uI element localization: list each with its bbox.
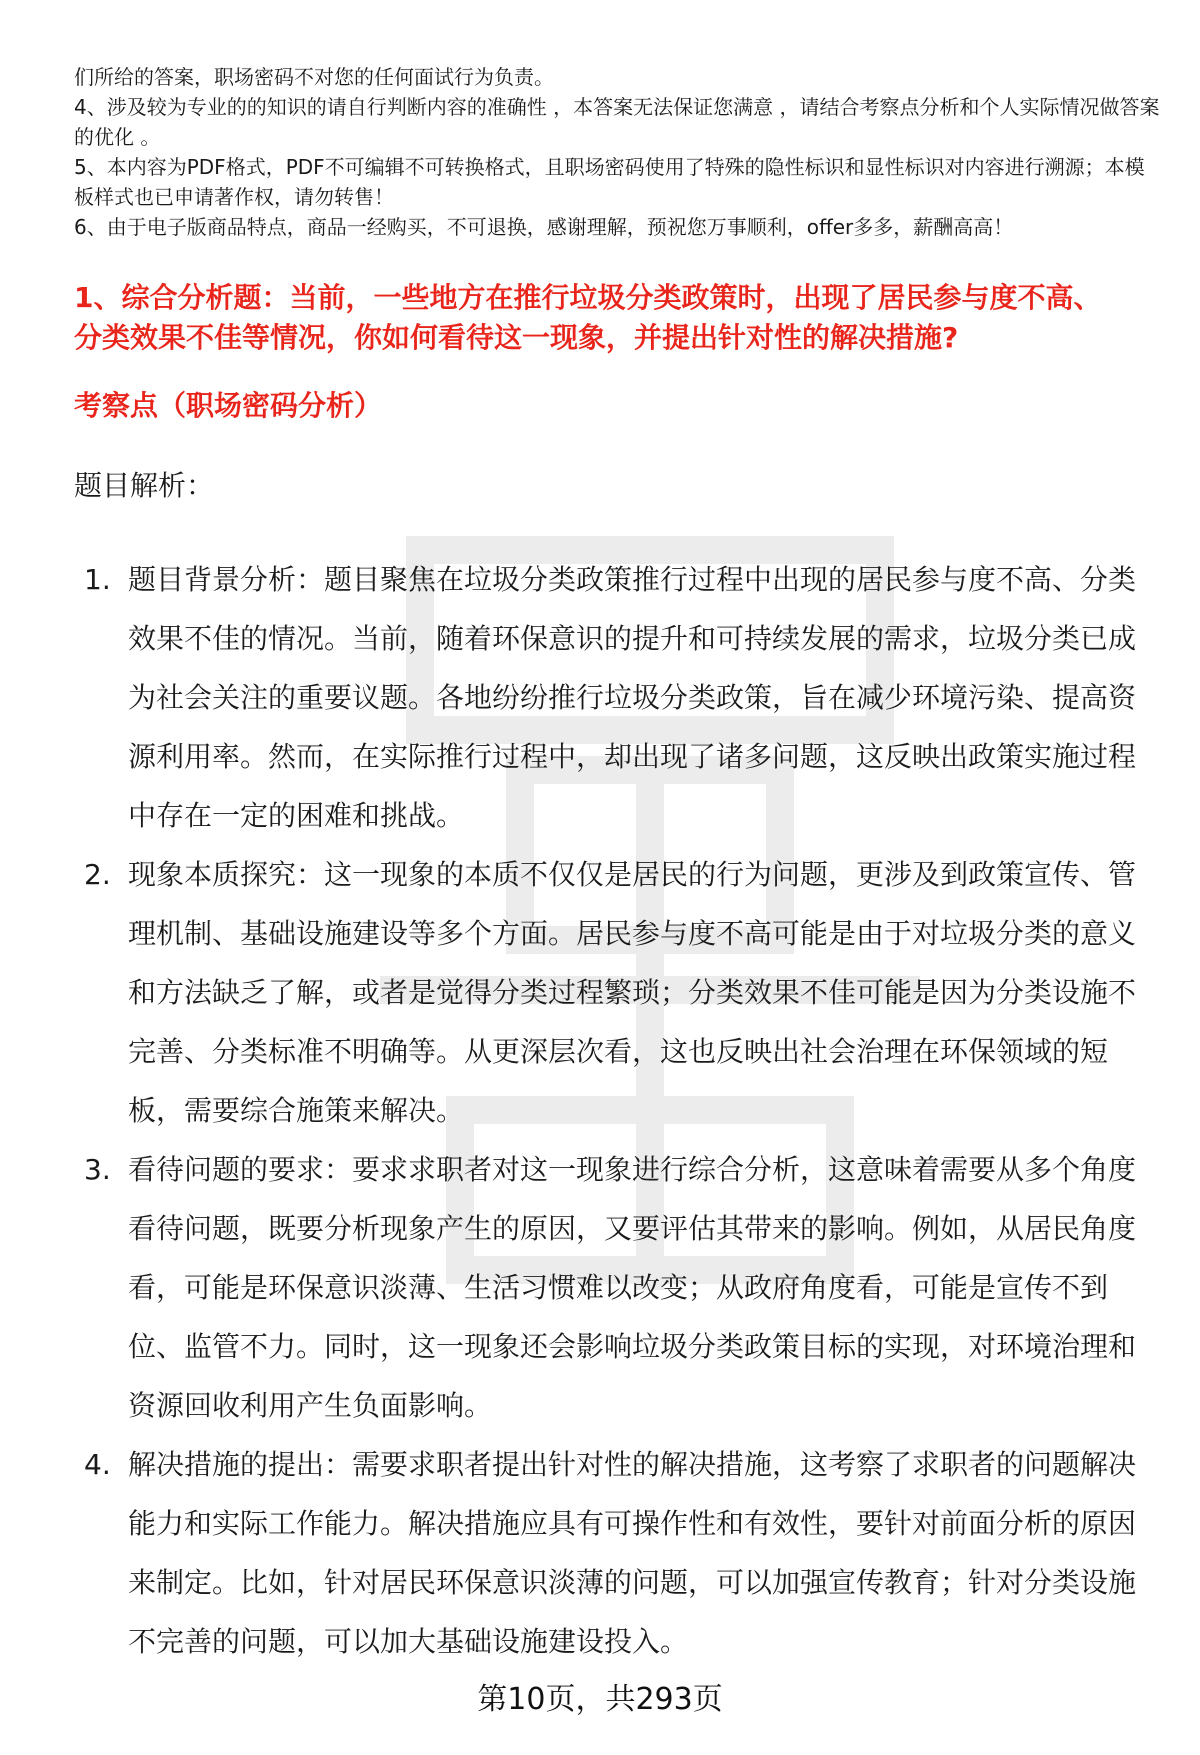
notice-line: 4、涉及较为专业的的知识的请自行判断内容的准确性 ，本答案无法保证您满意 ，请结合考察点分析和个人实际情况做答案的优化 。 (74, 95, 1160, 149)
page-number-footer: 第10页，共293页 (477, 1682, 723, 1717)
list-item (74, 845, 1154, 1140)
notice-line: 5、本内容为PDF格式，PDF不可编辑不可转换格式，且职场密码使用了特殊的隐性标识和显性标识对内容进行溯源；本模板样式也已申请著作权，请勿转售！ (74, 155, 1145, 209)
list-item (74, 550, 1154, 845)
analysis-list (74, 550, 1154, 1671)
analysis-subheading: 题目解析： (74, 469, 215, 502)
list-item-text: 现象本质探究：这一现象的本质不仅仅是居民的行为问题，更涉及到政策宣传、管理机制、基础设施建设等多个方面。居民参与度不高可能是由于对垃圾分类的意义和方法缺乏了解，或者是觉得分类过程繁琐；分类效果不佳可能是因为分类设施不完善、分类标准不明确等。从更深层次看，这也反映出社会治理在环保领域的短板，需要综合施策来解决。 (128, 858, 1137, 1127)
list-item-number: 2. (84, 858, 111, 891)
list-item (74, 1435, 1154, 1671)
notice-line: 们所给的答案，职场密码不对您的任何面试行为负责。 (74, 65, 554, 89)
list-item-number: 4. (84, 1448, 111, 1481)
list-item (74, 1140, 1154, 1435)
list-item-text: 看待问题的要求：要求求职者对这一现象进行综合分析，这意味着需要从多个角度看待问题，既要分析现象产生的原因，又要评估其带来的影响。例如，从居民角度看，可能是环保意识淡薄、生活习惯难以改变；从政府角度看，可能是宣传不到位、监管不力。同时，这一现象还会影响垃圾分类政策目标的实现，对环境治理和资源回收利用产生负面影响。 (128, 1153, 1137, 1422)
notice-line: 6、由于电子版商品特点，商品一经购买，不可退换，感谢理解，预祝您万事顺利，offer多多，薪酬高高！ (74, 215, 1014, 239)
section-title: 考察点（职场密码分析） (74, 389, 383, 422)
notice-block (74, 62, 1164, 242)
list-item-text: 题目背景分析：题目聚焦在垃圾分类政策推行过程中出现的居民参与度不高、分类效果不佳的情况。当前，随着环保意识的提升和可持续发展的需求，垃圾分类已成为社会关注的重要议题。各地纷纷推行垃圾分类政策，旨在减少环境污染、提高资源利用率。然而，在实际推行过程中，却出现了诸多问题，这反映出政策实施过程中存在一定的困难和挑战。 (128, 563, 1137, 832)
question-heading: 1、综合分析题：当前，一些地方在推行垃圾分类政策时，出现了居民参与度不高、分类效果不佳等情况，你如何看待这一现象，并提出针对性的解决措施? (74, 281, 1102, 354)
list-item-number: 3. (84, 1153, 111, 1186)
list-item-text: 解决措施的提出：需要求职者提出针对性的解决措施，这考察了求职者的问题解决能力和实际工作能力。解决措施应具有可操作性和有效性，要针对前面分析的原因来制定。比如，针对居民环保意识淡薄的问题，可以加强宣传教育；针对分类设施不完善的问题，可以加大基础设施建设投入。 (128, 1448, 1137, 1658)
list-item-number: 1. (84, 563, 111, 596)
